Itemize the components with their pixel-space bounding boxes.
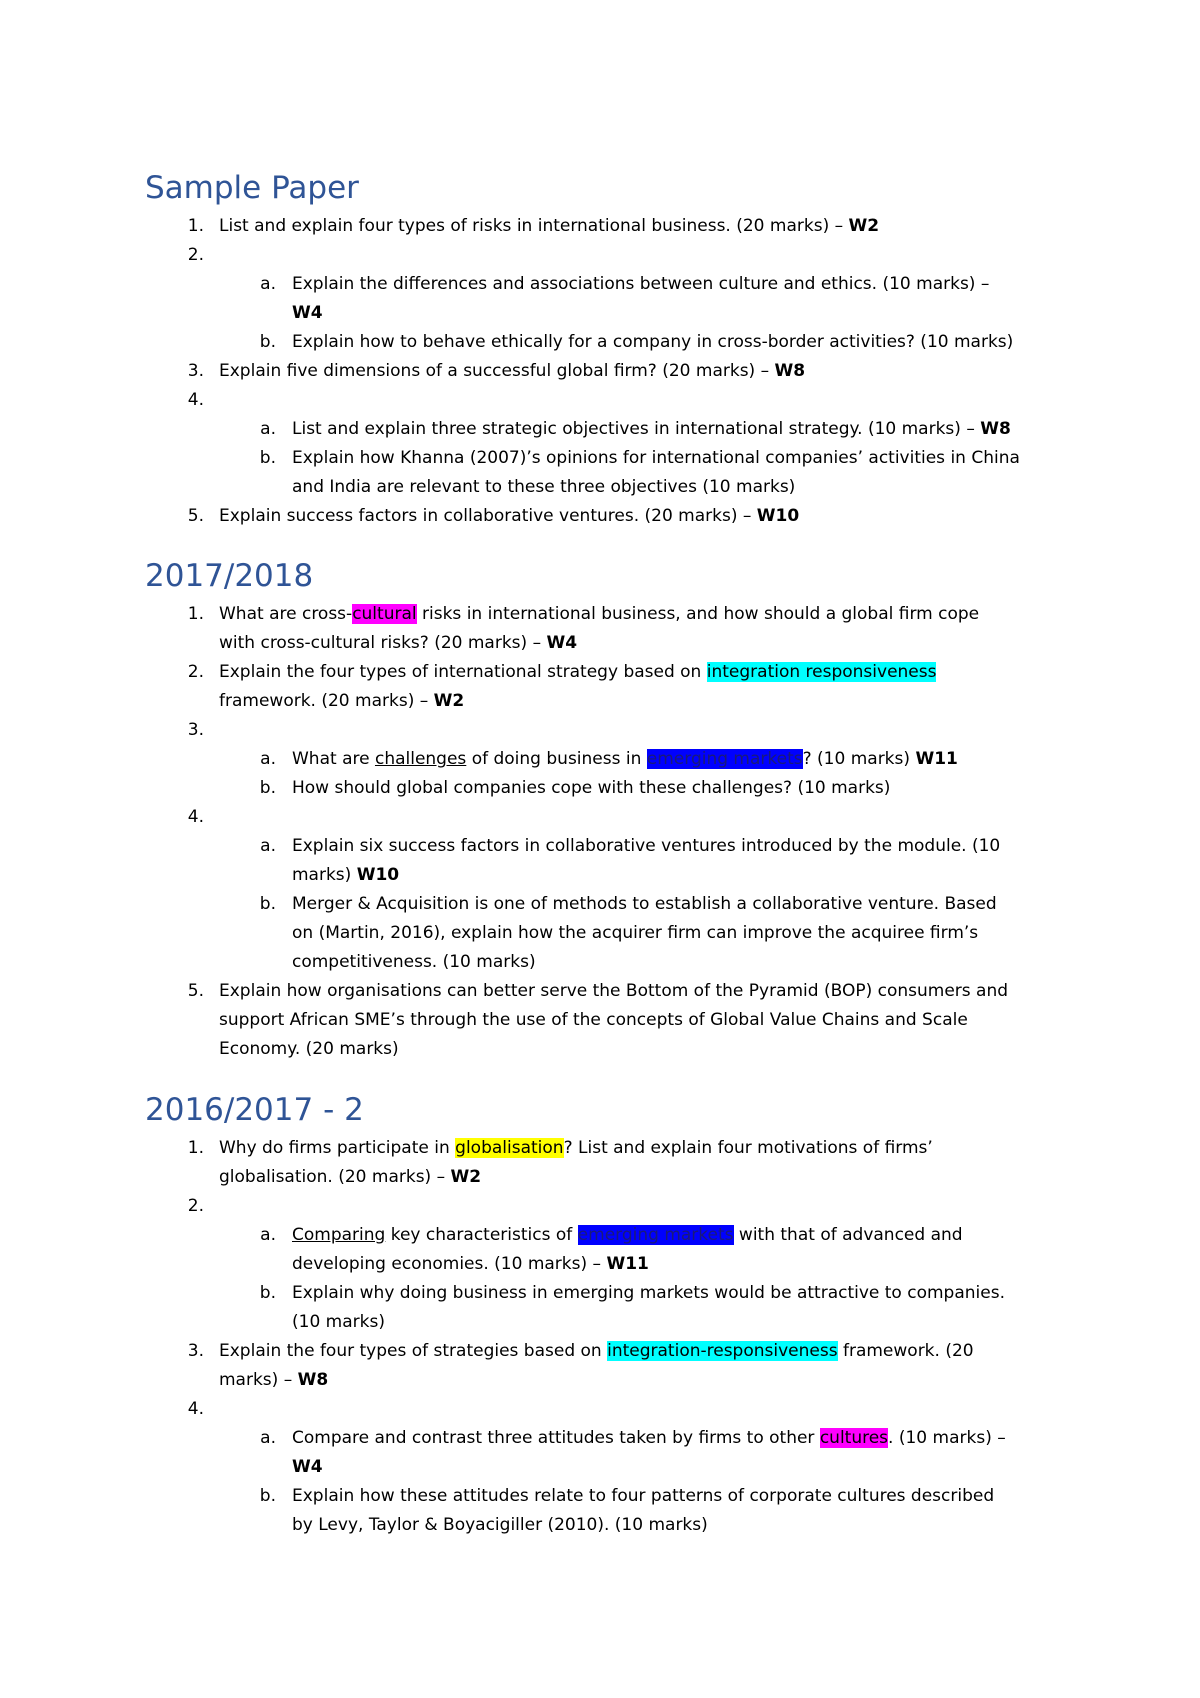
sub-question-letter: a.: [260, 836, 276, 856]
sub-question-text: Explain six success factors in collaborative ventures introduced by the module. (10: [292, 836, 1001, 856]
section-heading-2016-2017-2: 2016/2017 - 2: [145, 1092, 364, 1128]
question-number: 4.: [187, 390, 204, 410]
sub-question-text: competitiveness. (10 marks): [292, 952, 536, 972]
sub-question-letter: a.: [260, 274, 276, 294]
sub-question-text: marks) W10: [292, 865, 400, 885]
sub-question-letter: b.: [259, 894, 276, 914]
question-number: 5.: [187, 981, 204, 1001]
sub-question-letter: b.: [259, 1486, 276, 1506]
question-number: 3.: [187, 1341, 204, 1361]
question-number: 3.: [187, 361, 204, 381]
week-tag: W4: [546, 633, 578, 653]
sub-question-text: Explain how to behave ethically for a company in cross-border activities? (10 marks): [292, 332, 1014, 352]
sub-question-text: Explain why doing business in emerging markets would be attractive to companies.: [292, 1283, 1005, 1303]
sub-question-letter: a.: [260, 1428, 276, 1448]
week-tag: W11: [606, 1254, 649, 1274]
sub-question-text: Compare and contrast three attitudes taken by firms to other cultures. (10 marks) –: [292, 1428, 1006, 1448]
question-text: List and explain four types of risks in international business. (20 marks) – W2: [219, 216, 880, 236]
highlight-blue: emerging markets: [646, 749, 803, 769]
underlined-word: challenges: [374, 749, 467, 769]
week-tag: W8: [774, 361, 806, 381]
sub-question-text: Explain the differences and associations between culture and ethics. (10 marks) –: [292, 274, 990, 294]
question-number: 1.: [187, 604, 204, 624]
question-text: marks) – W8: [219, 1370, 329, 1390]
sub-question-text: List and explain three strategic objectives in international strategy. (10 marks) – W8: [292, 419, 1011, 439]
sub-question-text: developing economies. (10 marks) – W11: [292, 1254, 649, 1274]
week-tag: W2: [433, 691, 465, 711]
sub-question-text: Explain how these attitudes relate to four patterns of corporate cultures described: [292, 1486, 995, 1506]
question-text: framework. (20 marks) – W2: [219, 691, 465, 711]
week-tag: W11: [915, 749, 958, 769]
sub-question-letter: a.: [260, 1225, 276, 1245]
week-tag: W10: [356, 865, 400, 885]
question-number: 2.: [187, 245, 204, 265]
highlight-magenta: cultural: [352, 604, 417, 624]
sub-question-letter: a.: [260, 419, 276, 439]
underlined-word: Comparing: [292, 1225, 386, 1245]
sub-question-letter: b.: [259, 332, 276, 352]
question-number: 2.: [187, 1196, 204, 1216]
question-number: 4.: [187, 807, 204, 827]
sub-question-text: and India are relevant to these three objectives (10 marks): [292, 477, 796, 497]
question-text: Explain the four types of strategies based on integration-responsiveness framework. (20: [219, 1341, 974, 1361]
sub-question-text: Comparing key characteristics of emerging markets with that of advanced and: [292, 1225, 963, 1245]
sub-question-text: What are challenges of doing business in emerging markets? (10 marks) W11: [292, 749, 958, 769]
sub-question-letter: b.: [259, 1283, 276, 1303]
question-number: 2.: [187, 662, 204, 682]
question-text: Explain the four types of international strategy based on integration responsiveness: [219, 662, 937, 682]
highlight-cyan: integration responsiveness: [706, 662, 937, 682]
question-number: 1.: [187, 216, 204, 236]
highlight-yellow: globalisation: [455, 1138, 564, 1158]
question-text: Explain how organisations can better serve the Bottom of the Pyramid (BOP) consumers and: [219, 981, 1009, 1001]
question-text: Why do firms participate in globalisation? List and explain four motivations of firms’: [219, 1138, 933, 1158]
week-tag: W4: [292, 1457, 323, 1477]
sub-question-letter: b.: [259, 448, 276, 468]
question-text: Explain success factors in collaborative ventures. (20 marks) – W10: [219, 506, 800, 526]
week-tag: W10: [756, 506, 800, 526]
sub-question-text: Merger & Acquisition is one of methods to establish a collaborative venture. Based: [292, 894, 997, 914]
highlight-magenta: cultures: [819, 1428, 889, 1448]
question-text: Explain five dimensions of a successful global firm? (20 marks) – W8: [219, 361, 806, 381]
sub-question-text: by Levy, Taylor & Boyacigiller (2010). (10 marks): [292, 1515, 708, 1535]
section-heading-2017-2018: 2017/2018: [145, 558, 314, 594]
section-heading-sample-paper: Sample Paper: [145, 170, 359, 206]
week-tag: W2: [450, 1167, 482, 1187]
week-tag: W4: [292, 303, 323, 323]
question-text: with cross-cultural risks? (20 marks) – W4: [219, 633, 578, 653]
week-tag: W8: [297, 1370, 329, 1390]
question-number: 3.: [187, 720, 204, 740]
question-number: 5.: [187, 506, 204, 526]
sub-question-text: How should global companies cope with these challenges? (10 marks): [292, 778, 891, 798]
sub-question-letter: a.: [260, 749, 276, 769]
question-text: What are cross-cultural risks in international business, and how should a global firm cope: [219, 604, 980, 624]
question-text: globalisation. (20 marks) – W2: [219, 1167, 482, 1187]
sub-question-text: on (Martin, 2016), explain how the acquirer firm can improve the acquiree firm’s: [292, 923, 979, 943]
question-text: support African SME’s through the use of the concepts of Global Value Chains and Scale: [219, 1010, 968, 1030]
highlight-cyan: integration-responsiveness: [607, 1341, 838, 1361]
week-tag: W8: [980, 419, 1011, 439]
highlight-blue: emerging markets: [577, 1225, 734, 1245]
question-number: 1.: [187, 1138, 204, 1158]
question-number: 4.: [187, 1399, 204, 1419]
week-tag: W2: [848, 216, 880, 236]
sub-question-text: (10 marks): [292, 1312, 385, 1332]
question-text: Economy. (20 marks): [219, 1039, 399, 1059]
sub-question-letter: b.: [259, 778, 276, 798]
sub-question-text: Explain how Khanna (2007)’s opinions for international companies’ activities in China: [292, 448, 1020, 468]
